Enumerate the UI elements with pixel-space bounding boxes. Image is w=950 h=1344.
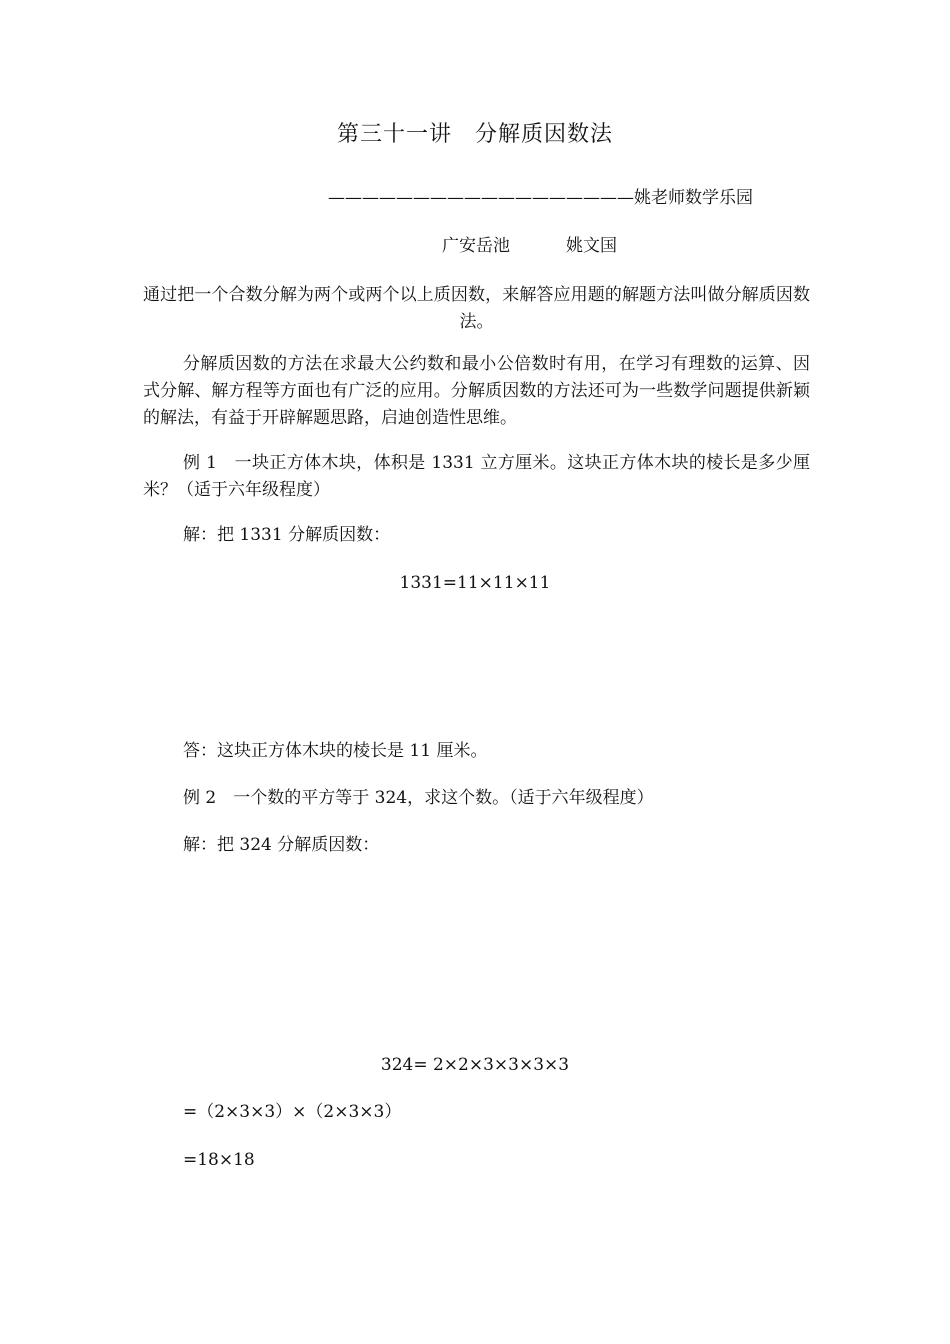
lecture-title: 第三十一讲 分解质因数法 bbox=[336, 122, 613, 147]
example2-step1: =（2×3×3）×（2×3×3） bbox=[183, 1102, 402, 1122]
example1-question: 例 1 一块正方体木块，体积是 1331 立方厘米。这块正方体木块的棱长是多少厘米？（适于六年级程度） bbox=[143, 453, 810, 500]
author-location: 广安岳池 bbox=[442, 236, 510, 256]
author-name: 姚文国 bbox=[566, 236, 617, 256]
example2-equation: 324= 2×2×3×3×3×3 bbox=[380, 1055, 570, 1075]
example2-solution-intro: 解：把 324 分解质因数： bbox=[183, 835, 380, 855]
example1-solution-intro: 解：把 1331 分解质因数： bbox=[183, 525, 391, 545]
example2-step2: =18×18 bbox=[183, 1150, 255, 1170]
example1-answer: 答：这块正方体木块的棱长是 11 厘米。 bbox=[183, 741, 488, 761]
example1-equation: 1331=11×11×11 bbox=[399, 573, 551, 593]
intro-paragraph: 通过把一个合数分解为两个或两个以上质因数，来解答应用题的解题方法叫做分解质因数法。 bbox=[143, 285, 810, 332]
example2-question: 例 2 一个数的平方等于 324，求这个数。（适于六年级程度） bbox=[183, 788, 654, 808]
method-paragraph: 分解质因数的方法在求最大公约数和最小公倍数时有用，在学习有理数的运算、因式分解、解方程等方面也有广泛的应用。分解质因数的方法还可为一些数学问题提供新颖的解法，有益于开辟解题思路，启迪创造性思维。 bbox=[143, 354, 810, 428]
byline: ——————————————————姚老师数学乐园 bbox=[328, 188, 753, 208]
